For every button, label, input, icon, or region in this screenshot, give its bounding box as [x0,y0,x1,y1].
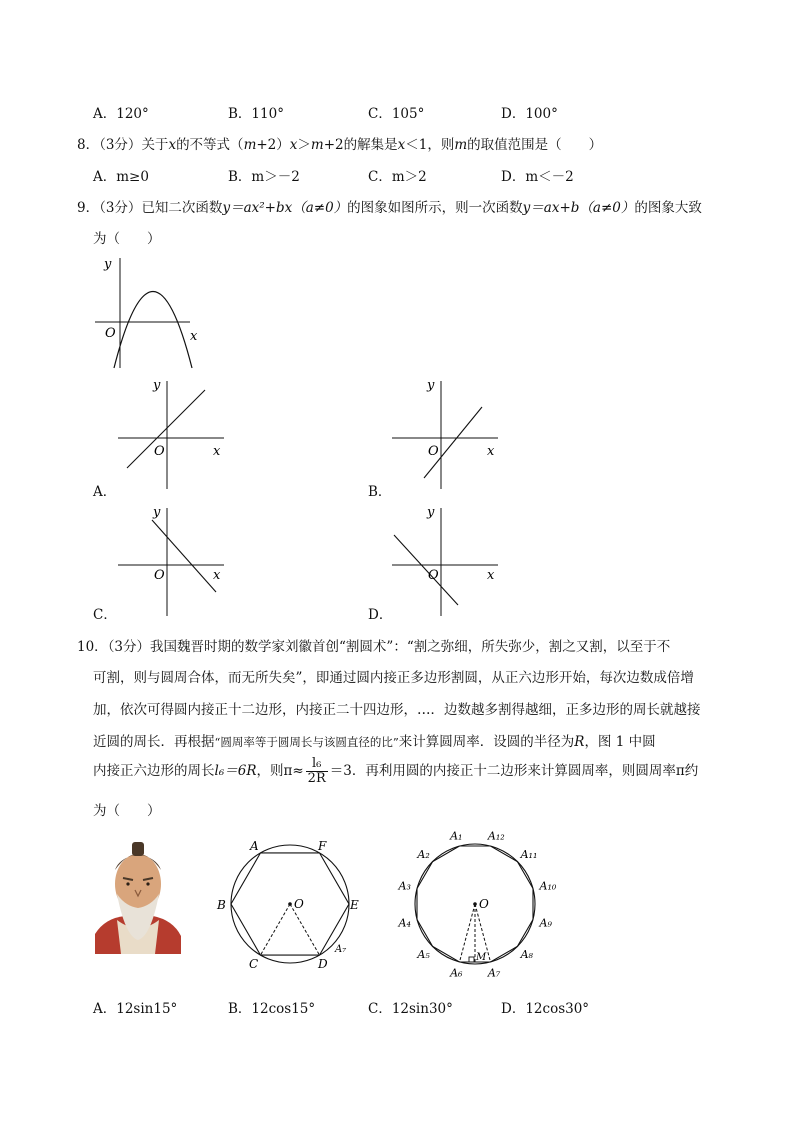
q7-option-d: D．100° [501,106,558,122]
q9-equation-linear: y＝ax+b（a≠0） [522,200,635,216]
axis-y-label: y [104,257,112,272]
q9-text: 的图象如图所示，则一次函数 [347,200,523,216]
q10-perimeter-eq: l₆＝6R [214,763,257,779]
inscribed-dodecagon-figure [390,830,560,980]
q8-text: +2） [256,137,290,153]
q10-pi: π [283,763,293,779]
center-label: O [479,897,489,911]
vertex-label: C [249,957,259,971]
vertex-label: A [250,839,259,853]
vertex-label: A₉ [539,916,552,930]
q8-text: 的不等式（ [176,137,244,153]
q10-text: π约 [675,763,699,779]
q8-option-d: D．m＜－2 [501,169,574,185]
q8-option-b: B．m＞－2 [228,169,300,185]
midpoint-label: M [476,952,487,963]
vertex-label: A₈ [520,948,533,962]
q10-quote: “圆周率等于圆周长与该圆直径的比” [214,735,399,749]
vertex-label: A₃ [398,879,411,893]
q8-stem [77,133,602,153]
q10-option-c: C．12sin30° [368,1001,453,1017]
q9-text: 已知二次函数 [141,200,223,216]
q8-text: 的取值范围是（ ） [467,137,603,153]
q8-var: m [243,137,257,153]
vertex-label: A₇ [487,966,501,980]
q10-line-1 [77,635,670,655]
vertex-label: A₆ [450,966,463,980]
q10-line-3: 加，依次可得圆内接正十二边形，内接正二十四边形，…．边数越多割得越细，正多边形的周长就越接 [93,702,701,718]
axis-y-label: y [153,378,161,393]
q10-line-6: 为（ ） [93,803,161,819]
q8-var: x [289,137,298,153]
vertex-label: A₁ [450,830,463,843]
q10-number: 10． [77,639,108,655]
q9-option-d: D． [368,607,393,623]
q8-text: 关于 [141,137,169,153]
q8-option-a: A．m≥0 [93,169,149,185]
q10-option-b: B．12cos15° [228,1001,316,1017]
vertex-label: A₁₁ [520,847,538,861]
q8-var: x [168,137,177,153]
q7-option-b: B．110° [228,106,284,122]
q8-score: （3分） [99,137,142,153]
vertex-label: A₁₀ [539,879,557,893]
vertex-label: A₄ [398,916,411,930]
center-label: O [294,897,304,911]
vertex-label: E [350,898,359,912]
q8-text: +2的解集是 [323,137,398,153]
vertex-label: A₁₂ [487,830,505,843]
axis-x-label: x [190,329,198,344]
q10-line-4 [93,730,656,750]
q10-approx: ≈ [292,763,304,779]
axis-x-label: x [213,444,221,459]
q9-equation-quadratic: y＝ax²+bx（a≠0） [222,200,348,216]
q8-text: ＜1，则 [405,137,455,153]
q10-score: （3分） [107,639,151,655]
q10-option-a: A．12sin15° [93,1001,178,1017]
inscribed-hexagon-figure [212,836,372,972]
q10-text: 来计算圆周率．设圆的半径为 [398,734,575,750]
q8-text: ＞ [297,137,311,153]
q8-option-c: C．m＞2 [368,169,427,185]
fraction-denominator: 2R [307,771,326,786]
origin-label: O [428,444,439,459]
q9-text: 的图象大致 [634,200,702,216]
q10-line-2: 可割，则与圆周合体，而无所失矣”，即通过圆内接正多边形割圆，从正六边形开始，每次边数成倍增 [93,670,694,686]
origin-label: O [428,568,439,583]
q9-option-c: C． [93,607,117,623]
vertex-label: A₅ [417,948,430,962]
vertex-label: A₂ [417,847,430,861]
q10-text: ，图 1 中圆 [584,734,656,750]
vertex-label: D [318,957,328,971]
origin-label: O [105,326,116,341]
q10-text: ＝3．再利用圆的内接正十二边形来计算圆周率，则圆周率 [329,763,676,779]
axis-y-label: y [153,505,161,520]
q9-option-b-graph [386,375,511,493]
vertex-label: F [318,839,327,853]
q8-var: x [397,137,406,153]
origin-label: O [154,444,165,459]
q10-var-r: R [574,734,585,750]
q8-number: 8． [77,137,100,153]
origin-label: O [154,568,165,583]
q8-var: m [454,137,468,153]
q10-text: 近圆的周长．再根据 [93,734,215,750]
q9-option-a-graph [112,375,237,493]
q9-stem [77,196,702,216]
axis-x-label: x [487,568,495,583]
q9-stem-line2: 为（ ） [93,231,161,247]
q7-option-c: C．105° [368,106,425,122]
q9-number: 9． [77,200,100,216]
q10-text: 我国魏晋时期的数学家刘徽首创“割圆术”：“割之弥细，所失弥少，割之又割，以至于不 [150,639,671,655]
q9-score: （3分） [99,200,142,216]
q10-text: ，则 [256,763,284,779]
vertex-label: A₇ [335,944,347,955]
q10-text: 内接正六边形的周长 [93,763,215,779]
axis-x-label: x [213,568,221,583]
q7-option-a: A．120° [93,106,149,122]
q10-option-d: D．12cos30° [501,1001,590,1017]
q9-option-d-graph [386,502,511,620]
q9-parabola-figure [90,250,210,372]
q9-option-a: A． [93,484,117,500]
liu-hui-portrait-image [95,836,181,954]
q9-option-c-graph [112,502,237,620]
axis-x-label: x [487,444,495,459]
q8-var: m [310,137,324,153]
q10-fraction [306,757,328,786]
axis-y-label: y [427,505,435,520]
axis-y-label: y [427,378,435,393]
vertex-label: B [217,898,226,912]
q10-line-5 [93,754,698,788]
fraction-numerator: l₆ [306,757,328,772]
q9-option-b: B． [368,484,392,500]
